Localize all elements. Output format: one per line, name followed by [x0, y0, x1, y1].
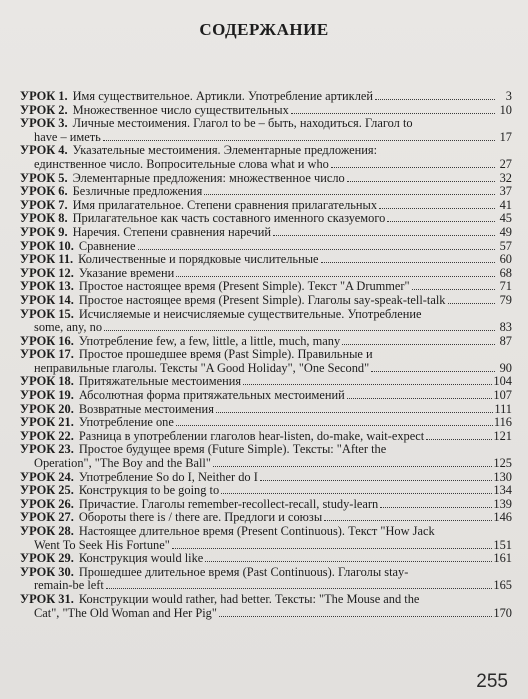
toc-entry	[20, 294, 512, 308]
lesson-title-text: Множественное число существительных	[72, 102, 289, 117]
lesson-label: УРОК 8.	[20, 211, 68, 226]
toc-entry	[20, 253, 512, 267]
lesson-title-text: Абсолютная форма притяжательных местоимений	[78, 388, 345, 403]
dot-leader	[172, 548, 493, 549]
lesson-label: УРОК 5.	[20, 170, 68, 185]
lesson-title-text: Настоящее длительное время (Present Continuous). Текст "How Jack	[78, 524, 435, 538]
toc-entry-first-line	[20, 267, 512, 281]
toc-entry	[20, 104, 512, 118]
toc-entry	[20, 511, 512, 525]
toc-entry-first-line	[20, 389, 512, 403]
toc-entry	[20, 525, 512, 552]
toc-entry-first-line	[20, 443, 512, 457]
lesson-page-number: 27	[499, 156, 512, 171]
lesson-label: УРОК 13.	[20, 279, 74, 294]
dot-leader	[412, 289, 495, 290]
toc-entry	[20, 443, 512, 470]
lesson-page-number: 60	[499, 252, 512, 267]
toc-entry	[20, 117, 512, 144]
lesson-page-number: 10	[499, 102, 512, 117]
toc-entry	[20, 375, 512, 389]
dot-leader	[331, 167, 495, 168]
lesson-title-text: неправильные глаголы. Тексты "A Good Holiday", "One Second"	[34, 360, 370, 375]
toc-entry	[20, 199, 512, 213]
lesson-label: УРОК 30.	[20, 564, 74, 579]
dot-leader	[347, 181, 495, 182]
toc-entry-continuation	[20, 131, 512, 145]
lesson-title-text: remain-be left	[34, 578, 104, 593]
toc-entry-first-line	[20, 511, 512, 525]
toc-entry-first-line	[20, 308, 512, 322]
toc-entry-first-line	[20, 226, 512, 240]
dot-leader	[426, 439, 492, 440]
dot-leader	[103, 140, 495, 141]
dot-leader	[219, 616, 492, 617]
lesson-page-number: 161	[493, 551, 512, 566]
lesson-title-text: Причастие. Глаголы remember-recollect-recall, study-learn	[78, 496, 379, 511]
lesson-label: УРОК 12.	[20, 265, 74, 280]
toc-entry-first-line	[20, 212, 512, 226]
toc-entry-first-line	[20, 335, 512, 349]
lesson-title-text: Разница в употреблении глаголов hear-listen, do-make, wait-expect	[78, 428, 425, 443]
lesson-title-text: Возвратные местоимения	[78, 401, 214, 416]
toc-entry	[20, 335, 512, 349]
lesson-label: УРОК 23.	[20, 442, 74, 457]
dot-leader	[380, 507, 492, 508]
table-of-contents	[20, 90, 512, 620]
lesson-title-text: Элементарные предложения: множественное число	[72, 170, 345, 185]
toc-entry	[20, 185, 512, 199]
lesson-page-number: 107	[493, 388, 512, 403]
lesson-label: УРОК 25.	[20, 483, 74, 498]
toc-entry-first-line	[20, 430, 512, 444]
lesson-title-text: Прилагательное как часть составного именного сказуемого	[72, 211, 386, 226]
toc-entry	[20, 484, 512, 498]
lesson-page-number: 146	[493, 510, 512, 525]
dot-leader	[324, 520, 492, 521]
lesson-title-text: Cat", "The Old Woman and Her Pig"	[34, 605, 217, 620]
lesson-label: УРОК 3.	[20, 116, 68, 131]
toc-entry-first-line	[20, 525, 512, 539]
lesson-title-text: Количественные и порядковые числительные	[78, 252, 319, 267]
lesson-title-text: Простое будущее время (Future Simple). Тексты: "After the	[78, 442, 387, 457]
toc-entry	[20, 471, 512, 485]
lesson-title-text: Наречия. Степени сравнения наречий	[72, 224, 271, 239]
lesson-title-text: Operation", "The Boy and the Ball"	[34, 456, 211, 471]
toc-entry	[20, 212, 512, 226]
lesson-title-text: Обороты there is / there are. Предлоги и союзы	[78, 510, 323, 525]
lesson-page-number: 134	[493, 483, 512, 498]
lesson-label: УРОК 4.	[20, 143, 68, 158]
lesson-page-number: 3	[505, 89, 512, 103]
dot-leader	[448, 303, 496, 304]
toc-entry-first-line	[20, 416, 512, 430]
toc-entry-first-line	[20, 566, 512, 580]
dot-leader	[273, 235, 495, 236]
lesson-label: УРОК 6.	[20, 184, 68, 199]
lesson-label: УРОК 14.	[20, 292, 74, 307]
toc-entry-continuation	[20, 158, 512, 172]
dot-leader	[104, 330, 495, 331]
lesson-label: УРОК 24.	[20, 469, 74, 484]
page-number: 255	[476, 671, 508, 692]
toc-entry-continuation	[20, 607, 512, 621]
toc-entry-continuation	[20, 539, 512, 553]
lesson-label: УРОК 21.	[20, 415, 74, 430]
dot-leader	[342, 344, 495, 345]
lesson-page-number: 71	[499, 279, 512, 294]
dot-leader	[216, 412, 493, 413]
toc-entry-first-line	[20, 172, 512, 186]
lesson-label: УРОК 15.	[20, 306, 74, 321]
lesson-label: УРОК 18.	[20, 374, 74, 389]
lesson-title-text: Имя существительное. Артикли. Употребление артиклей	[72, 89, 374, 103]
lesson-label: УРОК 17.	[20, 347, 74, 362]
lesson-label: УРОК 16.	[20, 333, 74, 348]
lesson-label: УРОК 1.	[20, 89, 68, 103]
toc-entry-continuation	[20, 321, 512, 335]
lesson-title-text: have – иметь	[34, 129, 101, 144]
dot-leader	[260, 480, 493, 481]
dot-leader	[221, 493, 492, 494]
dot-leader	[291, 113, 495, 114]
dot-leader	[347, 398, 493, 399]
dot-leader	[387, 221, 495, 222]
toc-entry	[20, 90, 512, 104]
lesson-title-text: Простое прошедшее время (Past Simple). Правильные и	[78, 347, 373, 362]
lesson-label: УРОК 27.	[20, 510, 74, 525]
lesson-title-text: Указательные местоимения. Элементарные предложения:	[72, 143, 378, 158]
lesson-title-text: Личные местоимения. Глагол to be – быть, находиться. Глагол to	[72, 116, 413, 131]
lesson-title-text: Went To Seek His Fortune"	[34, 537, 170, 552]
lesson-label: УРОК 29.	[20, 551, 74, 566]
lesson-title-text: Конструкции would rather, had better. Тексты: "The Mouse and the	[78, 591, 420, 606]
lesson-title-text: Указание времени	[78, 265, 175, 280]
toc-entry	[20, 144, 512, 171]
lesson-page-number: 17	[499, 129, 512, 144]
lesson-page-number: 111	[494, 401, 512, 416]
lesson-title-text: Употребление So do I, Neither do I	[78, 469, 258, 484]
dot-leader	[176, 425, 493, 426]
toc-entry-continuation	[20, 579, 512, 593]
toc-entry-first-line	[20, 593, 512, 607]
lesson-page-number: 57	[499, 238, 512, 253]
page-title: СОДЕРЖАНИЕ	[199, 20, 329, 39]
lesson-title-text: some, any, no	[34, 320, 103, 335]
lesson-title-text: Безличные предложения	[72, 184, 203, 199]
toc-entry-first-line	[20, 498, 512, 512]
lesson-page-number: 104	[493, 374, 512, 389]
toc-entry	[20, 267, 512, 281]
lesson-page-number: 68	[499, 265, 512, 280]
lesson-page-number: 87	[499, 333, 512, 348]
lesson-page-number: 121	[493, 428, 512, 443]
lesson-page-number: 116	[493, 415, 512, 430]
lesson-page-number: 37	[499, 184, 512, 199]
lesson-title-text: Употребление one	[78, 415, 174, 430]
toc-entry-first-line	[20, 90, 512, 104]
toc-entry-continuation	[20, 362, 512, 376]
toc-entry-first-line	[20, 144, 512, 158]
toc-entry-continuation	[20, 457, 512, 471]
lesson-page-number: 79	[499, 292, 512, 307]
lesson-page-number: 41	[499, 197, 512, 212]
lesson-label: УРОК 7.	[20, 197, 68, 212]
lesson-page-number: 165	[493, 578, 512, 593]
lesson-page-number: 49	[499, 224, 512, 239]
lesson-page-number: 83	[499, 320, 512, 335]
lesson-page-number: 170	[493, 605, 512, 620]
toc-entry-first-line	[20, 471, 512, 485]
toc-entry	[20, 566, 512, 593]
lesson-title-text: Притяжательные местоимения	[78, 374, 242, 389]
lesson-title-text: единственное число. Вопросительные слова what и who	[34, 156, 329, 171]
toc-entry	[20, 389, 512, 403]
toc-entry-first-line	[20, 403, 512, 417]
toc-entry	[20, 280, 512, 294]
dot-leader	[213, 466, 493, 467]
lesson-label: УРОК 20.	[20, 401, 74, 416]
lesson-page-number: 125	[493, 456, 512, 471]
toc-entry	[20, 416, 512, 430]
lesson-label: УРОК 10.	[20, 238, 74, 253]
lesson-page-number: 90	[499, 360, 512, 375]
lesson-page-number: 45	[499, 211, 512, 226]
toc-entry-first-line	[20, 348, 512, 362]
toc-entry-first-line	[20, 375, 512, 389]
lesson-label: УРОК 22.	[20, 428, 74, 443]
toc-entry-first-line	[20, 294, 512, 308]
lesson-label: УРОК 2.	[20, 102, 68, 117]
toc-entry	[20, 593, 512, 620]
toc-entry-first-line	[20, 253, 512, 267]
dot-leader	[375, 99, 495, 100]
toc-entry	[20, 240, 512, 254]
toc-entry	[20, 498, 512, 512]
toc-entry	[20, 348, 512, 375]
toc-entry-first-line	[20, 484, 512, 498]
toc-entry	[20, 226, 512, 240]
lesson-page-number: 32	[499, 170, 512, 185]
toc-entry-first-line	[20, 199, 512, 213]
lesson-title-text: Простое настоящее время (Present Simple). Глаголы say-speak-tell-talk	[78, 292, 446, 307]
lesson-label: УРОК 9.	[20, 224, 68, 239]
dot-leader	[321, 262, 495, 263]
toc-entry-first-line	[20, 240, 512, 254]
lesson-label: УРОК 28.	[20, 524, 74, 538]
lesson-title-text: Прошедшее длительное время (Past Continuous). Глаголы stay-	[78, 564, 409, 579]
dot-leader	[379, 208, 495, 209]
dot-leader	[205, 561, 492, 562]
lesson-label: УРОК 19.	[20, 388, 74, 403]
lesson-page-number: 139	[493, 496, 512, 511]
lesson-page-number: 130	[493, 469, 512, 484]
lesson-label: УРОК 31.	[20, 591, 74, 606]
lesson-title-text: Исчисляемые и неисчисляемые существительные. Употребление	[78, 306, 422, 321]
lesson-label: УРОК 26.	[20, 496, 74, 511]
dot-leader	[243, 384, 492, 385]
toc-entry	[20, 308, 512, 335]
dot-leader	[106, 588, 493, 589]
toc-entry-first-line	[20, 280, 512, 294]
lesson-page-number: 151	[493, 537, 512, 552]
lesson-title-text: Употребление few, a few, little, a little, much, many	[78, 333, 341, 348]
toc-entry	[20, 552, 512, 566]
dot-leader	[371, 371, 495, 372]
toc-entry-first-line	[20, 552, 512, 566]
toc-entry	[20, 172, 512, 186]
lesson-title-text: Простое настоящее время (Present Simple). Текст "A Drummer"	[78, 279, 410, 294]
toc-entry-first-line	[20, 104, 512, 118]
toc-entry-first-line	[20, 117, 512, 131]
lesson-title-text: Конструкция to be going to	[78, 483, 220, 498]
lesson-title-text: Имя прилагательное. Степени сравнения прилагательных	[72, 197, 378, 212]
toc-entry	[20, 430, 512, 444]
lesson-label: УРОК 11.	[20, 252, 74, 267]
dot-leader	[204, 194, 495, 195]
toc-entry	[20, 403, 512, 417]
dot-leader	[138, 249, 495, 250]
dot-leader	[176, 276, 495, 277]
toc-entry-first-line	[20, 185, 512, 199]
lesson-title-text: Конструкция would like	[78, 551, 204, 566]
lesson-title-text: Сравнение	[78, 238, 136, 253]
